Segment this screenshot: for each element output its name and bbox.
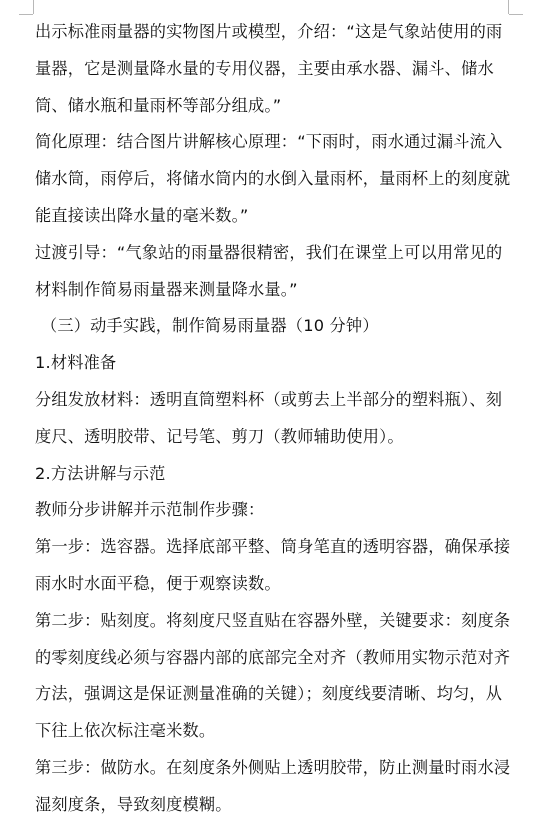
section-heading-hands-on: （三）动手实践，制作简易雨量器（10 分钟） [41,316,379,336]
paragraph-step-two: 第二步：贴刻度。将刻度尺竖直贴在容器外壁，关键要求：刻度条的零刻度线必须与容器内部的底部完全对齐（教师用实物示范对齐方法，强调这是保证测量准确的关键）；刻度线要清晰、均匀，从下往上依次标注毫米数。 [35,610,511,741]
subheading-materials: 1.材料准备 [35,353,117,373]
subheading-method-demo: 2.方法讲解与示范 [35,463,166,483]
crop-mark-left-h [19,14,33,15]
crop-mark-left [33,0,34,14]
paragraph-materials-list: 分组发放材料：透明直筒塑料杯（或剪去上半部分的塑料瓶）、刻度尺、透明胶带、记号笔、剪刀（教师辅助使用）。 [35,389,503,446]
paragraph-simplified-principle: 简化原理：结合图片讲解核心原理：“下雨时，雨水通过漏斗流入储水筒，雨停后，将储水筒内的水倒入量雨杯，量雨杯上的刻度就能直接读出降水量的毫米数。” [35,132,511,225]
paragraph-step-three: 第三步：做防水。在刻度条外侧贴上透明胶带，防止测量时雨水浸湿刻度条，导致刻度模糊。 [35,757,511,814]
paragraph-rain-gauge-intro: 出示标准雨量器的实物图片或模型，介绍：“这是气象站使用的雨量器，它是测量降水量的专用仪器，主要由承水器、漏斗、储水筒、储水瓶和量雨杯等部分组成。” [35,22,503,115]
paragraph-step-one: 第一步：选容器。选择底部平整、筒身笔直的透明容器，确保承接雨水时水面平稳，便于观察读数。 [35,537,511,593]
document-body [35,14,513,824]
paragraph-transition-guide: 过渡引导：“气象站的雨量器很精密，我们在课堂上可以用常见的材料制作简易雨量器来测量降水量。” [35,242,503,299]
paragraph-steps-intro: 教师分步讲解并示范制作步骤： [35,500,265,520]
crop-mark-right [508,0,509,14]
